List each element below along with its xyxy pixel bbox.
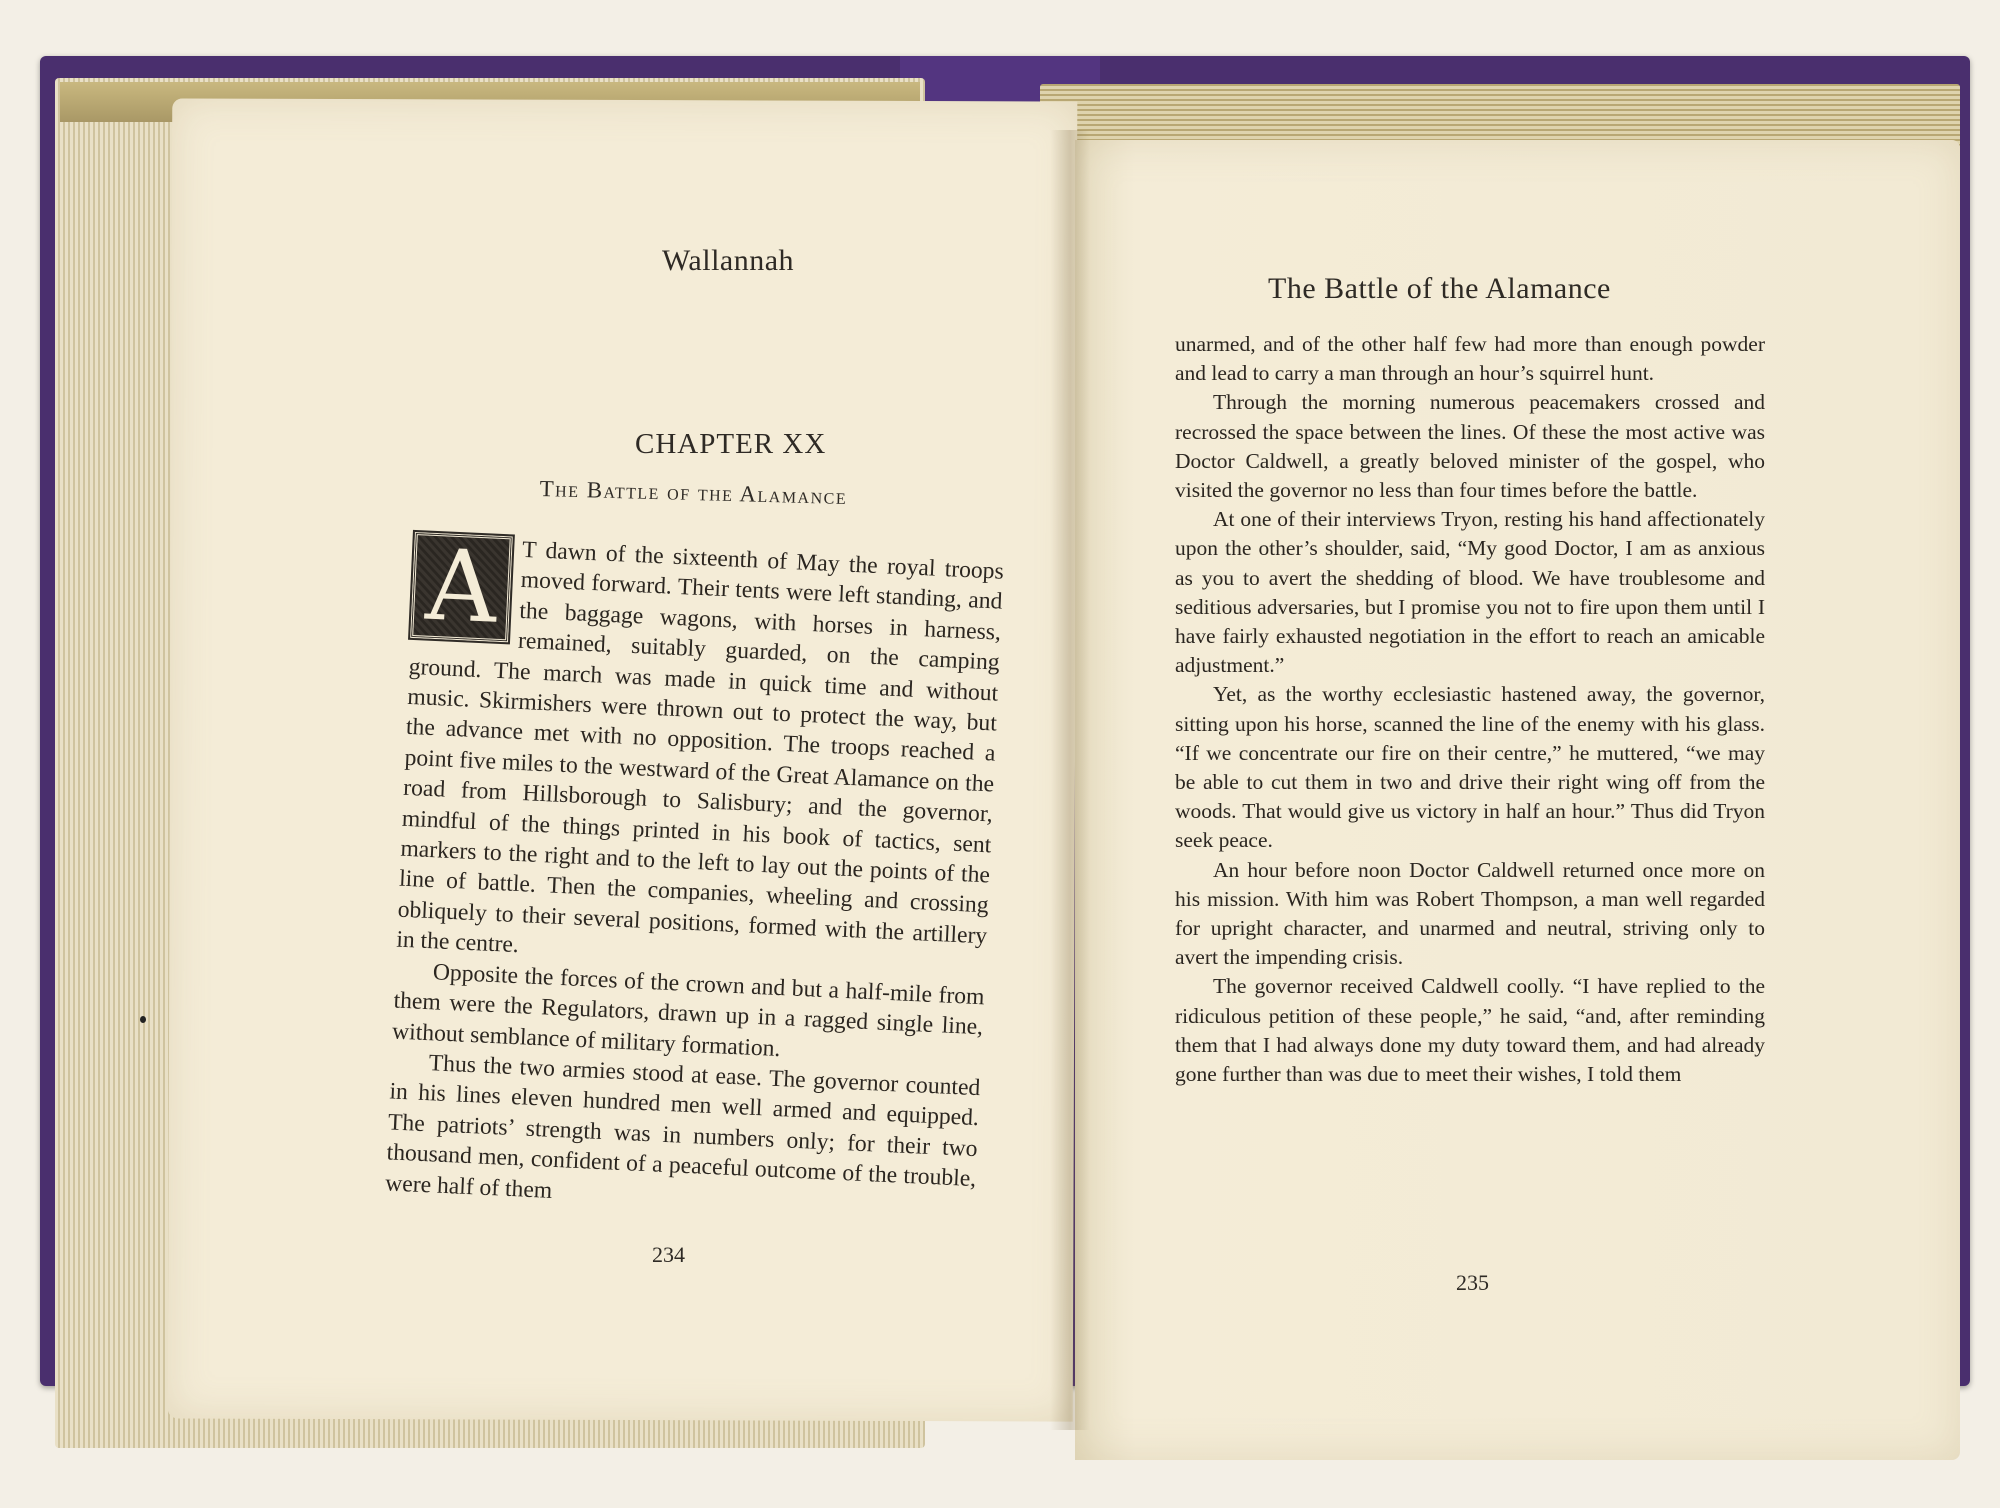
page-number-left: 234	[652, 1242, 685, 1267]
paragraph: Through the morning numerous peacemakers crossed and recrossed the space between the lines. Of these the most active was Doctor Caldwell, a greatly beloved minister of the gospel, who visited the governor no less than four times before the battle.	[1175, 390, 1765, 503]
paragraph: Thus the two armies stood at ease. The governor counted in his lines eleven hundred men well armed and equipped. The patriots’ strength was in numbers only; for their two thousand men, confident of a peaceful outcome of the trouble, were half of them	[384, 1050, 981, 1204]
drop-cap-initial: A	[410, 532, 513, 642]
gutter-shadow	[1050, 130, 1090, 1430]
right-page-text	[1175, 330, 1765, 1089]
paragraph	[396, 530, 1005, 982]
paragraph: unarmed, and of the other half few had more than enough powder and lead to carry a man through an hour’s squirrel hunt.	[1175, 332, 1765, 386]
chapter-heading: CHAPTER XX	[635, 428, 827, 460]
page-number-right: 235	[1456, 1270, 1489, 1295]
chapter-title: The Battle of the Alamance	[539, 476, 848, 510]
ink-spot	[140, 1016, 146, 1023]
running-head-right: The Battle of the Alamance	[1268, 272, 1611, 305]
left-page-text	[385, 530, 1005, 1225]
paragraph: Yet, as the worthy ecclesiastic hastened away, the governor, sitting upon his horse, scanned the line of the enemy with his glass. “If we concentrate our fire on their centre,” he muttered, “we may be able to cut them in two and drive their right wing off from the woods. That would give us victory in half an hour.” Thus did Tryon seek peace.	[1175, 682, 1765, 853]
paragraph: The governor received Caldwell coolly. “I have replied to the ridiculous petition of these people,” he said, “and, after reminding them that I had always done my duty toward them, and had already gone further than was due to meet their wishes, I told them	[1175, 974, 1765, 1087]
paragraph: Opposite the forces of the crown and but a half-mile from them were the Regulators, drawn up in a ragged single line, without semblance of military formation.	[391, 958, 985, 1062]
paragraph-text: T dawn of the sixteenth of May the royal troops moved forward. Their tents were left standing, and the baggage wagons, with horses in harness, remained, suitably guarded, on the camping ground. The march was made in quick time and without music. Skirmishers were thrown out to protect the way, but the advance met with no opposition. The troops reached a point five miles to the westward of the Great Alamance on the road from Hillsborough to Salisbury; and the governor, mindful of the things printed in his book of tactics, sent markers to the right and to the left to lay out the points of the line of battle. Then the companies, wheeling and crossing obliquely to their several positions, formed with the artillery in the centre.	[395, 536, 1005, 959]
paragraph: At one of their interviews Tryon, resting his hand affectionately upon the other’s shoulder, said, “My good Doctor, I am as anxious as you to avert the shedding of blood. We have troublesome and seditious adversaries, but I promise you not to fire upon them until I have fairly exhausted negotiation in the effort to reach an amicable adjustment.”	[1175, 507, 1765, 678]
paragraph: An hour before noon Doctor Caldwell returned once more on his mission. With him was Robert Thompson, a man well regarded for upright character, and unarmed and neutral, striving only to avert the impending crisis.	[1175, 857, 1765, 970]
running-head-left: Wallannah	[662, 244, 795, 277]
